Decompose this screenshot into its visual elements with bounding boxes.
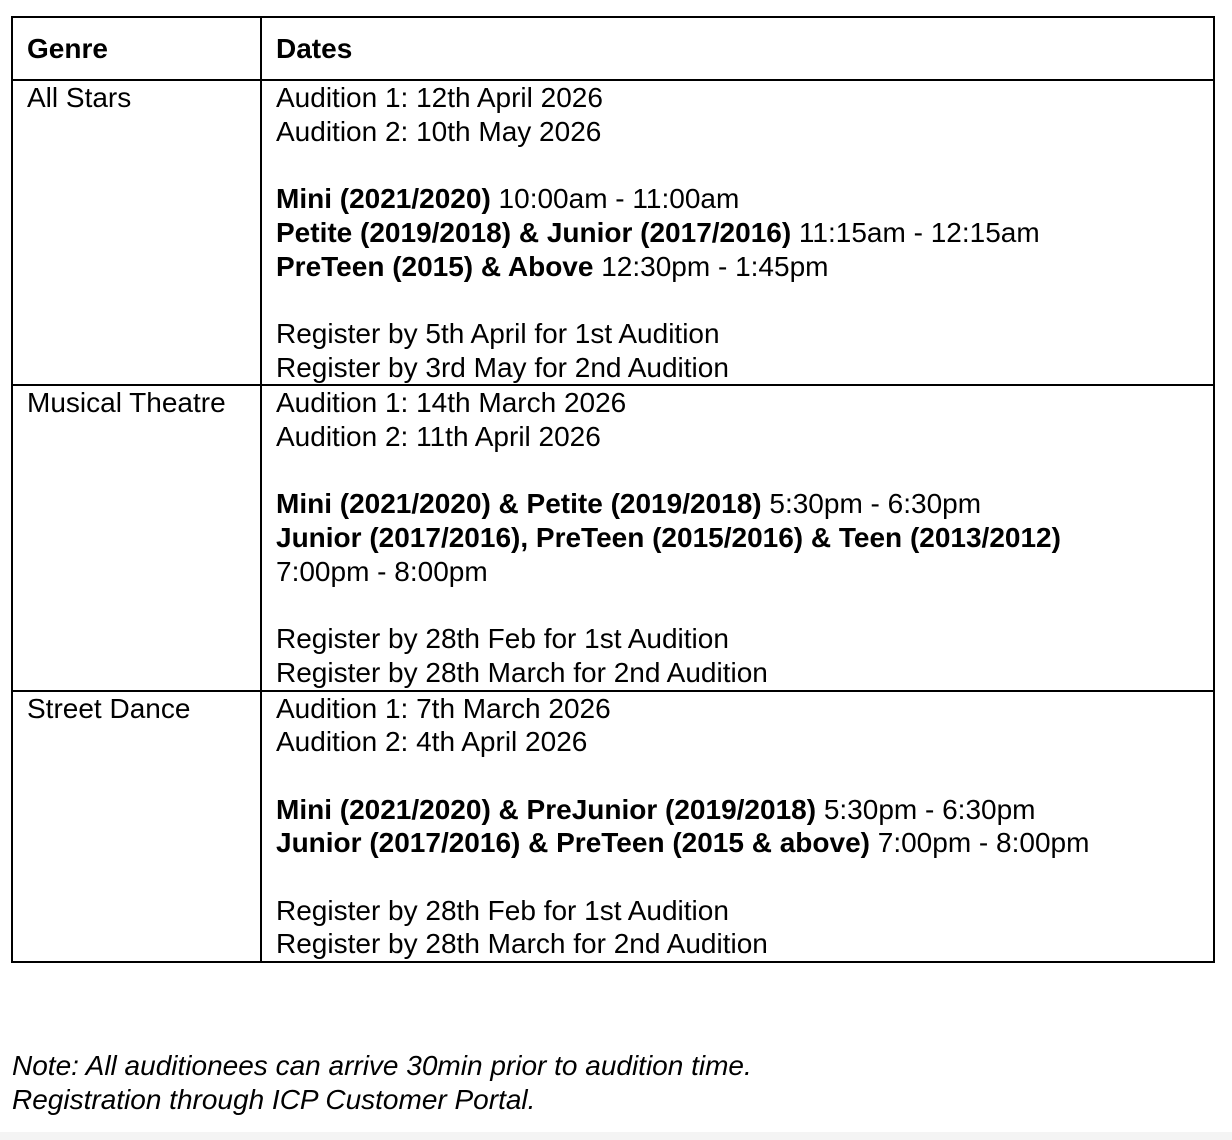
audition-1-date: Audition 1: 12th April 2026 — [276, 82, 603, 113]
time-slot — [276, 250, 1199, 284]
note-line-1: Note: All auditionees can arrive 30min prior to audition time. — [12, 1050, 752, 1081]
time-slot — [276, 826, 1199, 860]
audition-1-date: Audition 1: 7th March 2026 — [276, 692, 611, 724]
register-deadline-2: Register by 28th March for 2nd Audition — [276, 928, 768, 960]
register-deadline-1: Register by 5th April for 1st Audition — [276, 317, 720, 349]
age-group: Petite (2019/2018) & Junior (2017/2016) — [276, 216, 792, 248]
slot-time: 7:00pm - 8:00pm — [869, 827, 1090, 859]
slot-time: 7:00pm - 8:00pm — [276, 555, 488, 587]
audition-2-date: Audition 2: 10th May 2026 — [276, 115, 602, 147]
age-group: PreTeen (2015) & Above — [276, 250, 594, 282]
page-bottom-strip — [0, 1132, 1232, 1140]
dates-cell — [261, 691, 1214, 963]
table-row — [12, 80, 1214, 385]
genre-cell: All Stars — [12, 80, 261, 385]
age-group: Junior (2017/2016) & PreTeen (2015 & above) — [276, 827, 870, 859]
table-header-row — [12, 17, 1214, 80]
note-line-2: Registration through ICP Customer Portal. — [12, 1083, 536, 1115]
slot-time: 12:30pm - 1:45pm — [593, 250, 829, 282]
genre-cell: Street Dance — [12, 691, 261, 963]
age-group: Junior (2017/2016), PreTeen (2015/2016) & Teen (2013/2012) — [276, 522, 1061, 554]
register-deadline-1: Register by 28th Feb for 1st Audition — [276, 894, 729, 926]
register-deadline-2: Register by 3rd May for 2nd Audition — [276, 351, 729, 383]
age-group: Mini (2021/2020) & Petite (2019/2018) — [276, 488, 762, 520]
slot-time: 10:00am - 11:00am — [490, 183, 740, 215]
time-slot — [276, 487, 1199, 521]
audition-1-date: Audition 1: 14th March 2026 — [276, 387, 627, 419]
audition-2-date: Audition 2: 4th April 2026 — [276, 726, 588, 758]
genre-cell: Musical Theatre — [12, 385, 261, 690]
dates-cell — [261, 385, 1214, 690]
audition-schedule-table — [11, 16, 1215, 963]
time-slot — [276, 793, 1199, 827]
dates-cell — [261, 80, 1214, 385]
age-group: Mini (2021/2020) — [276, 183, 491, 215]
slot-time: 5:30pm - 6:30pm — [816, 793, 1036, 825]
time-slot — [276, 216, 1199, 250]
genre-column-header: Genre — [12, 17, 261, 80]
register-deadline-1: Register by 28th Feb for 1st Audition — [276, 623, 729, 655]
dates-column-header: Dates — [261, 17, 1214, 80]
register-deadline-2: Register by 28th March for 2nd Audition — [276, 656, 768, 688]
slot-time: 11:15am - 12:15am — [791, 216, 1040, 248]
time-slot — [276, 182, 1199, 216]
table-row — [12, 385, 1214, 690]
slot-time: 5:30pm - 6:30pm — [761, 488, 982, 520]
table-row — [12, 691, 1214, 963]
age-group: Mini (2021/2020) & PreJunior (2019/2018) — [276, 793, 817, 825]
footnote — [12, 1049, 752, 1116]
audition-2-date: Audition 2: 11th April 2026 — [276, 421, 601, 452]
